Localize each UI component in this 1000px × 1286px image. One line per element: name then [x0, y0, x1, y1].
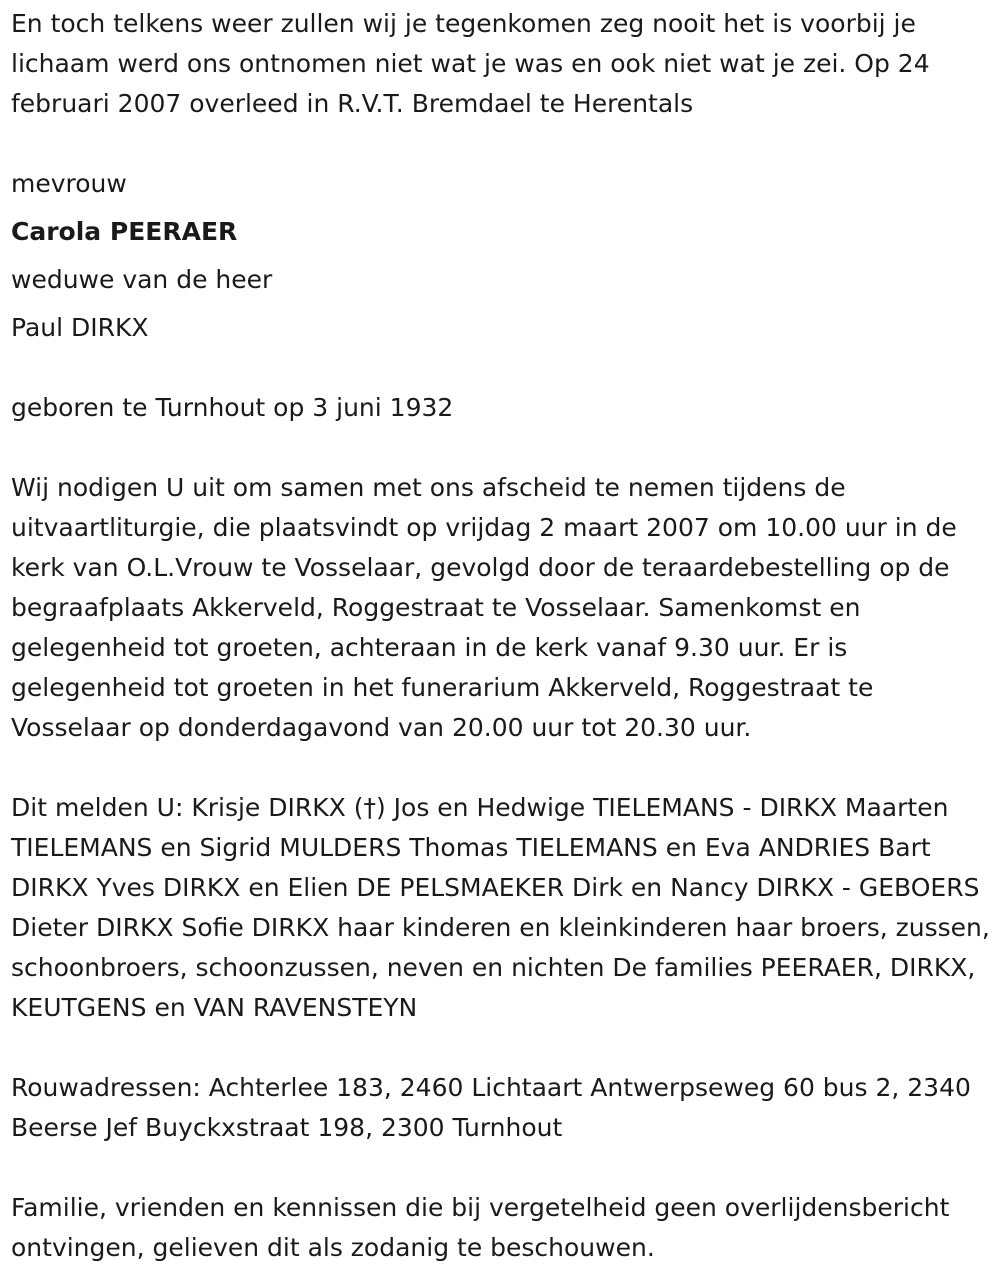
relation-line: weduwe van de heer	[11, 265, 273, 294]
spacer	[11, 252, 995, 260]
spacer	[11, 124, 995, 164]
addresses-paragraph: Rouwadressen: Achterlee 183, 2460 Lichtaart Antwerpseweg 60 bus 2, 2340 Beerse Jef Buyckxstraat 198, 2300 Turnhout	[11, 1073, 971, 1142]
spacer	[11, 348, 995, 388]
invitation-paragraph: Wij nodigen U uit om samen met ons afscheid te nemen tijdens de uitvaartliturgie, die plaatsvindt op vrijdag 2 maart 2007 om 10.00 uur in de kerk van O.L.Vrouw te Vosselaar, gevolgd door de teraardebestelling op de begraafplaats Akkerveld, Roggestraat te Vosselaar. Samenkomst en gelegenheid tot groeten, achteraan in de kerk vanaf 9.30 uur. Er is gelegenheid tot groeten in het funerarium Akkerveld, Roggestraat te Vosselaar op donderdagavond van 20.00 uur tot 20.30 uur.	[11, 473, 957, 742]
title-prefix: mevrouw	[11, 169, 127, 198]
spacer	[11, 428, 995, 468]
birth-line: geboren te Turnhout op 3 juni 1932	[11, 393, 454, 422]
spacer	[11, 748, 995, 788]
deceased-name: Carola PEERAER	[11, 217, 238, 246]
spouse-name: Paul DIRKX	[11, 313, 149, 342]
spacer	[11, 1028, 995, 1068]
spacer	[11, 1148, 995, 1188]
closing-paragraph: Familie, vrienden en kennissen die bij vergetelheid geen overlijdensbericht ontvingen, gelieven dit als zodanig te beschouwen.	[11, 1193, 950, 1262]
spacer	[11, 300, 995, 308]
spacer	[11, 204, 995, 212]
announcers-paragraph: Dit melden U: Krisje DIRKX (†) Jos en Hedwige TIELEMANS - DIRKX Maarten TIELEMANS en Sigrid MULDERS Thomas TIELEMANS en Eva ANDRIES Bart DIRKX Yves DIRKX en Elien DE PELSMAEKER Dirk en Nancy DIRKX - GEBOERS Dieter DIRKX Sofie DIRKX haar kinderen en kleinkinderen haar broers, zussen, schoonbroers, schoonzussen, neven en nichten De families PEERAER, DIRKX, KEUTGENS en VAN RAVENSTEYN	[11, 793, 990, 1022]
obituary-notice	[11, 4, 995, 1268]
intro-paragraph: En toch telkens weer zullen wij je tegenkomen zeg nooit het is voorbij je lichaam werd ons ontnomen niet wat je was en ook niet wat je zei. Op 24 februari 2007 overleed in R.V.T. Bremdael te Herentals	[11, 9, 930, 118]
